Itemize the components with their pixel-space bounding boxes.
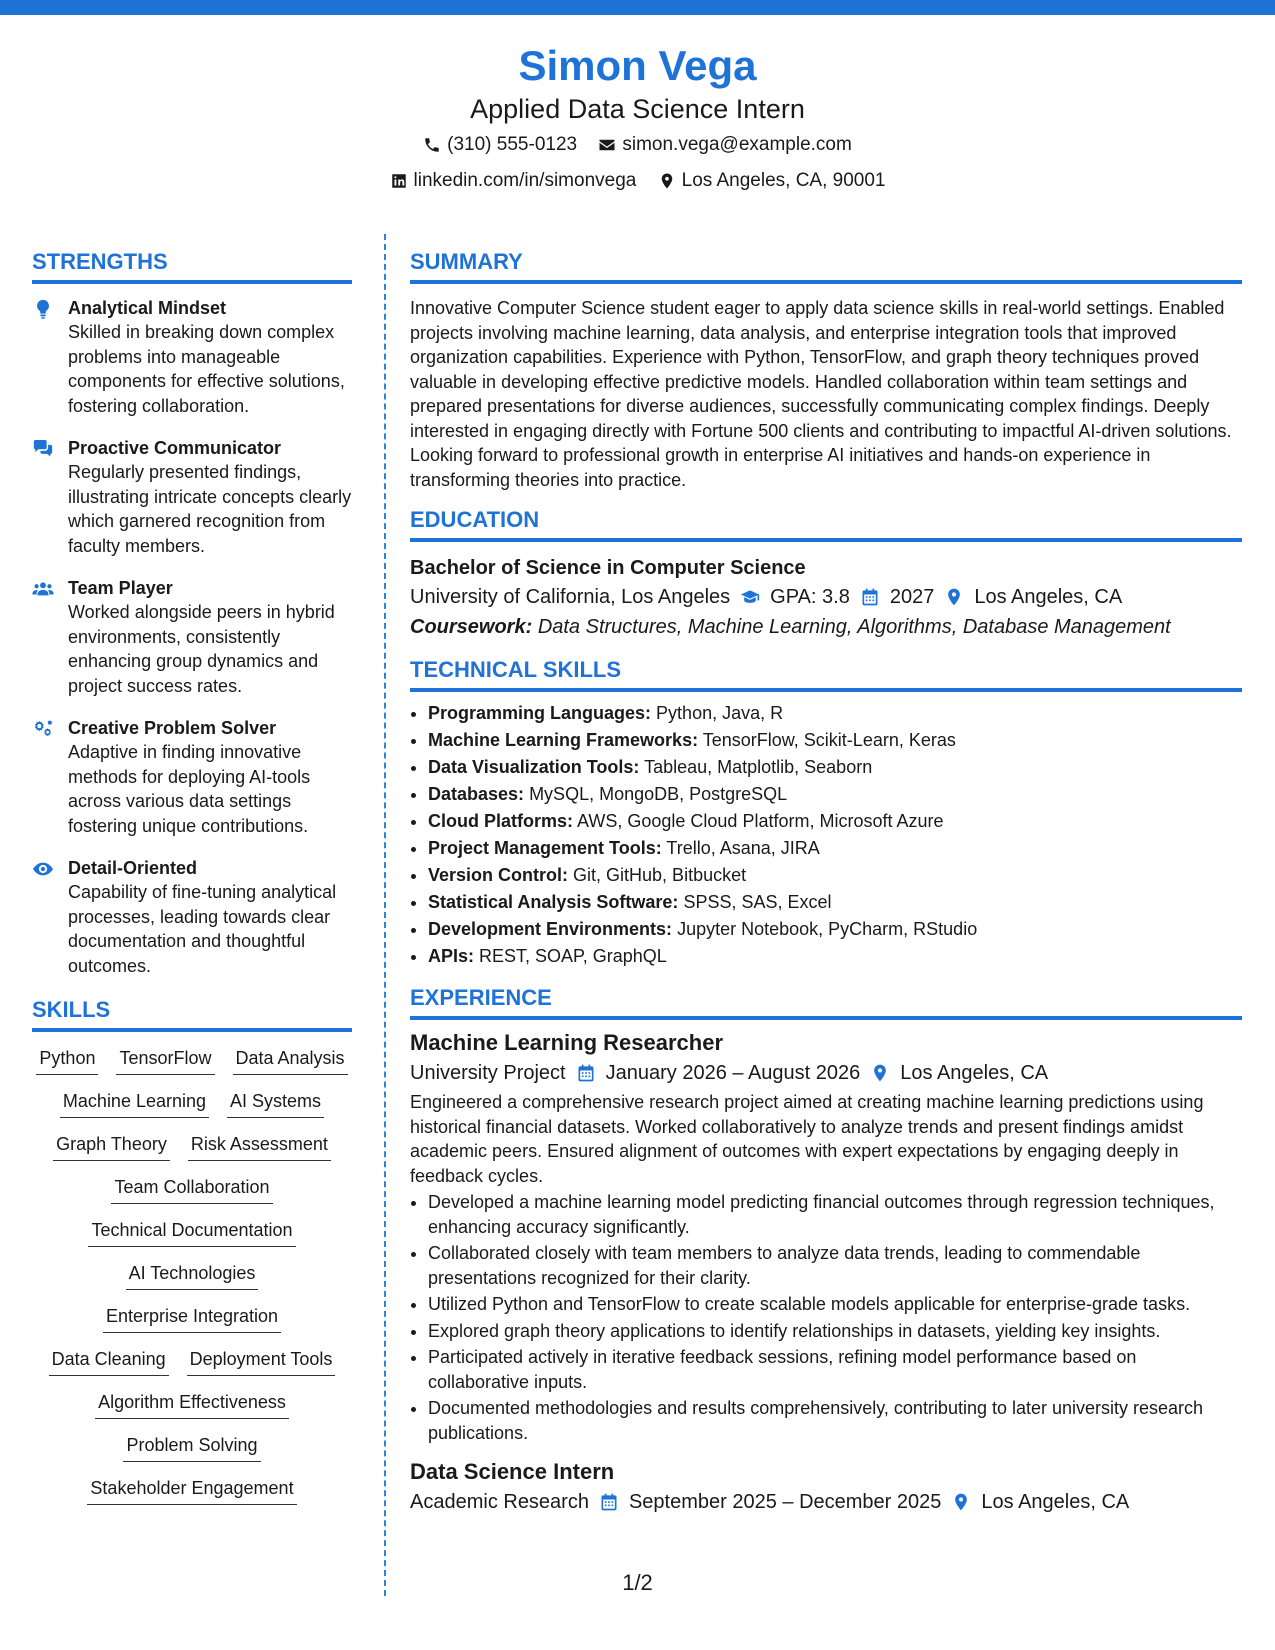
list-item: • Documented methodologies and results comprehensively, contributing to later university research publications. [428, 1396, 1242, 1445]
strength-title: Detail-Oriented [68, 858, 198, 878]
job-bullets [410, 1190, 1242, 1445]
skill-label: Programming Languages: [428, 703, 652, 723]
skill-label: Project Management Tools: [428, 838, 662, 858]
skill-value: SPSS, SAS, Excel [683, 892, 832, 912]
skill-tag: Risk Assessment [188, 1132, 331, 1161]
envelope-icon [598, 136, 616, 154]
skill-tag: AI Systems [227, 1089, 324, 1118]
skill-tag: TensorFlow [116, 1046, 214, 1075]
list-item [428, 889, 1242, 916]
column-divider [384, 234, 386, 1596]
summary-heading: SUMMARY [410, 248, 1242, 284]
left-column [32, 248, 352, 1519]
gears-icon [32, 718, 54, 740]
contact-row-2 [0, 168, 1275, 198]
technical-skills-list [410, 700, 1242, 970]
skill-value: Jupyter Notebook, PyCharm, RStudio [677, 919, 978, 939]
list-item [428, 700, 1242, 727]
skill-value: Trello, Asana, JIRA [666, 838, 820, 858]
skill-value: AWS, Google Cloud Platform, Microsoft Azure [577, 811, 944, 831]
skill-tag: Data Cleaning [49, 1347, 169, 1376]
skill-value: Git, GitHub, Bitbucket [573, 865, 747, 885]
candidate-name: Simon Vega [518, 42, 757, 89]
experience-heading: EXPERIENCE [410, 984, 1242, 1020]
skill-value: Python, Java, R [656, 703, 784, 723]
list-item [428, 727, 1242, 754]
list-item [428, 754, 1242, 781]
location-contact [658, 168, 886, 194]
linkedin-text[interactable]: linkedin.com/in/simonvega [413, 170, 637, 191]
skill-tag: Deployment Tools [187, 1347, 336, 1376]
strength-desc: Adaptive in finding innovative methods for deploying AI-tools across various data settings fostering unique contributions. [68, 742, 311, 836]
job-org: University Project [410, 1062, 566, 1084]
skill-label: Statistical Analysis Software: [428, 892, 679, 912]
job-title: Data Science Intern [410, 1459, 615, 1484]
grad-year: 2027 [889, 586, 935, 608]
skill-tag: Technical Documentation [88, 1218, 295, 1247]
strength-title: Team Player [68, 578, 173, 598]
email-text[interactable]: simon.vega@example.com [622, 134, 852, 155]
chat-icon [32, 438, 54, 460]
education-meta [410, 582, 1242, 612]
map-pin-icon [951, 1492, 971, 1512]
strength-title: Analytical Mindset [68, 298, 227, 318]
eye-icon [32, 858, 54, 880]
contact-row-1 [0, 132, 1275, 162]
skills-list [32, 1046, 352, 1505]
education-heading: EDUCATION [410, 506, 1242, 542]
skill-tag: Enterprise Integration [103, 1304, 281, 1333]
skill-tag: Graph Theory [53, 1132, 170, 1161]
coursework-label: Coursework: [410, 616, 533, 638]
job-org: Academic Research [410, 1491, 589, 1513]
strength-item [32, 436, 352, 558]
map-pin-icon [870, 1063, 890, 1083]
list-item: • Participated actively in iterative feedback sessions, refining model performance based on collaborative inputs. [428, 1345, 1242, 1394]
strength-desc: Regularly presented findings, illustrating intricate concepts clearly which garnered recognition from faculty members. [68, 462, 352, 556]
list-item: • Explored graph theory applications to identify relationships in datasets, yielding key insights. [428, 1319, 1242, 1344]
job-meta [410, 1058, 1242, 1088]
job-meta [410, 1487, 1242, 1517]
skill-tag: Problem Solving [123, 1433, 260, 1462]
skill-value: MySQL, MongoDB, PostgreSQL [529, 784, 788, 804]
list-item: • Developed a machine learning model predicting financial outcomes through regression techniques, enhancing accuracy significantly. [428, 1190, 1242, 1239]
skill-label: Development Environments: [428, 919, 673, 939]
job-location: Los Angeles, CA [981, 1491, 1130, 1513]
coursework-list: Data Structures, Machine Learning, Algorithms, Database Management [537, 616, 1171, 638]
skill-label: Version Control: [428, 865, 569, 885]
skill-label: APIs: [428, 946, 475, 966]
skill-tag: Stakeholder Engagement [87, 1476, 296, 1505]
lightbulb-icon [32, 298, 54, 320]
email-contact[interactable] [598, 132, 851, 158]
calendar-icon [576, 1063, 596, 1083]
skill-label: Machine Learning Frameworks: [428, 730, 699, 750]
phone-icon [423, 136, 441, 154]
list-item [428, 781, 1242, 808]
linkedin-contact[interactable] [390, 168, 637, 194]
list-item [428, 916, 1242, 943]
skill-tag: Python [36, 1046, 98, 1075]
job-dates: January 2026 – August 2026 [605, 1062, 861, 1084]
list-item: • Utilized Python and TensorFlow to create scalable models applicable for enterprise-grade tasks. [428, 1292, 1242, 1317]
skills-heading: SKILLS [32, 996, 352, 1032]
job-dates: September 2025 – December 2025 [628, 1491, 942, 1513]
school-name: University of California, Los Angeles [410, 586, 731, 608]
strength-item [32, 296, 352, 418]
users-icon [32, 578, 54, 600]
strength-item [32, 716, 352, 838]
job-location: Los Angeles, CA [900, 1062, 1049, 1084]
resume-header [0, 40, 1275, 198]
list-item [428, 862, 1242, 889]
strength-title: Proactive Communicator [68, 438, 282, 458]
location-text: Los Angeles, CA, 90001 [681, 170, 886, 191]
list-item: • Collaborated closely with team members to analyze data trends, leading to commendable presentations recognized for their clarity. [428, 1241, 1242, 1290]
skill-value: Tableau, Matplotlib, Seaborn [644, 757, 873, 777]
job-title: Machine Learning Researcher [410, 1030, 724, 1055]
strengths-heading: STRENGTHS [32, 248, 352, 284]
phone-text: (310) 555-0123 [447, 134, 578, 155]
strength-item [32, 576, 352, 698]
strength-desc: Skilled in breaking down complex problems into manageable components for effective solutions, fostering collaboration. [68, 322, 345, 416]
skill-tag: AI Technologies [126, 1261, 259, 1290]
strength-title: Creative Problem Solver [68, 718, 277, 738]
degree-title: Bachelor of Science in Computer Science [410, 557, 806, 579]
skill-value: REST, SOAP, GraphQL [479, 946, 667, 966]
coursework-line [410, 612, 1242, 642]
strength-desc: Capability of fine-tuning analytical processes, leading towards clear documentation and thoughtful outcomes. [68, 882, 337, 976]
calendar-icon [860, 587, 880, 607]
page-number: 1/2 [622, 1570, 653, 1595]
skill-label: Databases: [428, 784, 525, 804]
list-item [428, 808, 1242, 835]
strength-desc: Worked alongside peers in hybrid environments, consistently enhancing group dynamics and project success rates. [68, 602, 335, 696]
skill-tag: Data Analysis [233, 1046, 348, 1075]
gpa-text: GPA: 3.8 [770, 586, 850, 608]
top-accent-bar [0, 0, 1275, 15]
map-pin-icon [658, 172, 676, 190]
candidate-role: Applied Data Science Intern [470, 94, 805, 124]
skill-label: Data Visualization Tools: [428, 757, 640, 777]
strength-item [32, 856, 352, 978]
skill-label: Cloud Platforms: [428, 811, 574, 831]
job-description: Engineered a comprehensive research project aimed at creating machine learning predictions using historical financial datasets. Worked collaboratively to analyze trends and present findings amidst academic peers. Ensured alignment of outcomes with expert expectations by engaging deeply in feedback cycles. [410, 1092, 1204, 1186]
summary-text: Innovative Computer Science student eager to apply data science skills in real-world settings. Enabled projects involving machine learning, data analysis, and enterprise integration tools that improved organization capabilities. Experience with Python, TensorFlow, and graph theory techniques proved valuable in developing effective predictive models. Handled collaboration within team settings and prepared presentations for diverse audiences, successfully communicating complex findings. Deeply interested in engaging directly with Fortune 500 clients and contributing to impactful AI-driven solutions. Looking forward to professional growth in enterprise AI initiatives and hands-on experience in transforming theories into practice. [410, 298, 1232, 490]
phone-contact [423, 132, 577, 158]
map-pin-icon [944, 587, 964, 607]
list-item [428, 943, 1242, 970]
skill-tag: Team Collaboration [111, 1175, 272, 1204]
skill-value: TensorFlow, Scikit-Learn, Keras [702, 730, 956, 750]
technical-skills-heading: TECHNICAL SKILLS [410, 656, 1242, 692]
linkedin-icon [390, 172, 408, 190]
calendar-icon [599, 1492, 619, 1512]
graduation-cap-icon [740, 587, 760, 607]
right-column [410, 248, 1242, 1517]
skill-tag: Machine Learning [60, 1089, 209, 1118]
education-location: Los Angeles, CA [974, 586, 1123, 608]
skill-tag: Algorithm Effectiveness [95, 1390, 289, 1419]
list-item [428, 835, 1242, 862]
